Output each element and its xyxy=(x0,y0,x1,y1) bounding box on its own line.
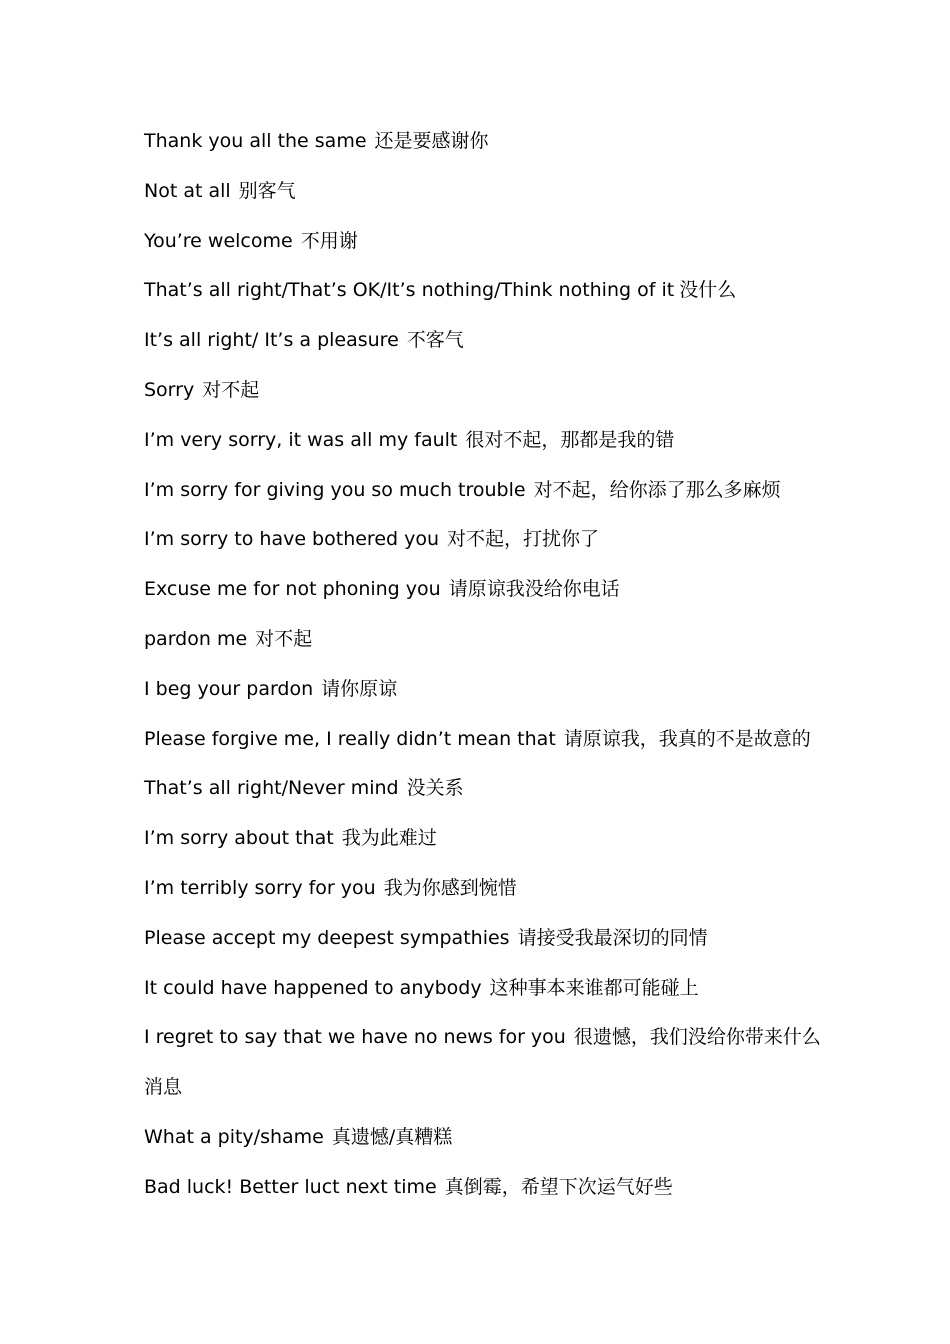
english-phrase: I regret to say that we have no news for you xyxy=(144,1026,566,1049)
phrase-line xyxy=(144,416,814,466)
english-phrase: It could have happened to anybody xyxy=(144,976,482,999)
english-phrase: I’m terribly sorry for you xyxy=(144,876,376,899)
chinese-translation: 对不起，给你添了那么多麻烦 xyxy=(533,478,781,501)
chinese-translation: 请你原谅 xyxy=(321,677,398,700)
chinese-translation: 对不起，打扰你了 xyxy=(447,528,600,551)
phrase-line xyxy=(144,266,814,316)
phrase-line xyxy=(144,764,814,814)
phrase-line-continuation xyxy=(144,1063,814,1113)
english-phrase: Excuse me for not phoning you xyxy=(144,578,441,601)
chinese-translation: 对不起 xyxy=(202,378,260,401)
phrase-line xyxy=(144,1013,821,1063)
chinese-translation: 不用谢 xyxy=(300,229,358,252)
chinese-translation: 没关系 xyxy=(406,777,464,800)
chinese-translation: 请接受我最深切的同情 xyxy=(517,926,708,949)
english-phrase: Please forgive me, I really didn’t mean that xyxy=(144,727,556,750)
chinese-translation: 还是要感谢你 xyxy=(374,130,489,152)
english-phrase: Bad luck! Better luct next time xyxy=(144,1175,437,1198)
english-phrase: Please accept my deepest sympathies xyxy=(144,926,510,949)
phrase-line xyxy=(144,366,814,416)
english-phrase: I’m sorry for giving you so much trouble xyxy=(144,478,526,501)
phrase-line xyxy=(144,814,814,864)
chinese-translation: 请原谅我，我真的不是故意的 xyxy=(563,727,811,750)
phrase-line xyxy=(144,466,814,516)
phrase-line xyxy=(144,217,814,267)
chinese-translation: 对不起 xyxy=(255,627,313,650)
english-phrase: What a pity/shame xyxy=(144,1125,324,1148)
phrase-line xyxy=(144,665,814,715)
phrase-line xyxy=(144,117,814,167)
english-phrase: Thank you all the same xyxy=(144,130,367,152)
english-phrase: pardon me xyxy=(144,627,248,650)
chinese-translation: 真倒霉，希望下次运气好些 xyxy=(444,1175,673,1198)
chinese-translation: 很遗憾，我们没给你带来什么 xyxy=(573,1026,821,1049)
english-phrase: I’m sorry to have bothered you xyxy=(144,528,440,551)
phrase-line xyxy=(144,565,814,615)
chinese-translation: 不客气 xyxy=(406,329,464,352)
phrase-line xyxy=(144,1163,814,1213)
chinese-translation: 我为此难过 xyxy=(341,827,437,850)
phrase-line xyxy=(144,1113,814,1163)
english-phrase: It’s all right/ It’s a pleasure xyxy=(144,329,399,352)
phrase-line xyxy=(144,515,814,565)
english-phrase: I’m sorry about that xyxy=(144,827,334,850)
english-phrase: You’re welcome xyxy=(144,229,293,252)
phrase-line xyxy=(144,615,814,665)
chinese-translation: 真遗憾/真糟糕 xyxy=(331,1125,453,1148)
chinese-translation: 这种事本来谁都可能碰上 xyxy=(489,976,699,999)
english-phrase: Not at all xyxy=(144,179,231,202)
english-phrase: That’s all right/That’s OK/It’s nothing/Think nothing of it xyxy=(144,279,675,302)
chinese-translation: 没什么 xyxy=(679,279,737,302)
phrase-line xyxy=(144,964,814,1014)
phrase-line xyxy=(144,715,814,765)
chinese-translation: 很对不起，那都是我的错 xyxy=(465,428,675,451)
phrase-line xyxy=(144,167,814,217)
phrase-line xyxy=(144,864,814,914)
phrase-line xyxy=(144,914,814,964)
english-phrase: Sorry xyxy=(144,378,195,401)
english-phrase: I beg your pardon xyxy=(144,677,314,700)
chinese-translation-continued: 消息 xyxy=(144,1076,183,1099)
phrase-line xyxy=(144,316,814,366)
chinese-translation: 我为你感到惋惜 xyxy=(383,876,517,899)
english-phrase: That’s all right/Never mind xyxy=(144,777,399,800)
chinese-translation: 请原谅我没给你电话 xyxy=(448,578,620,601)
phrase-list xyxy=(144,117,821,1213)
chinese-translation: 别客气 xyxy=(238,179,296,202)
english-phrase: I’m very sorry, it was all my fault xyxy=(144,428,458,451)
